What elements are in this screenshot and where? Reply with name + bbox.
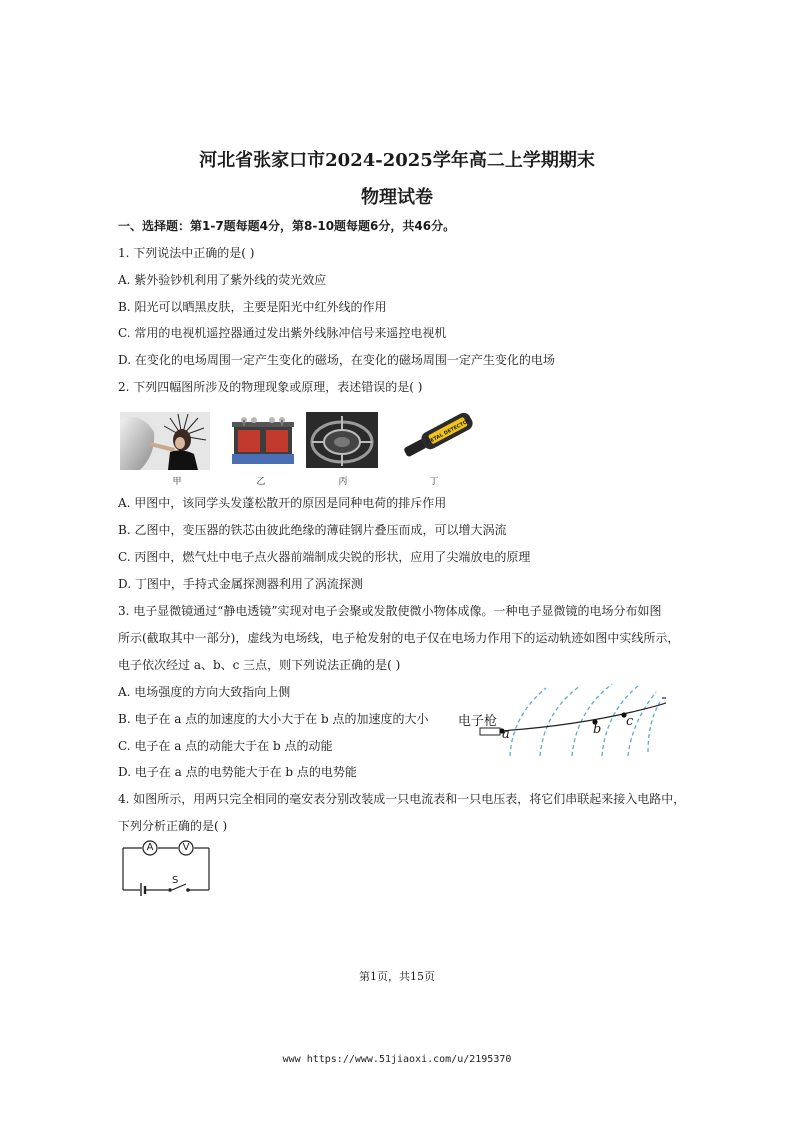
photo-bing-gas-stove xyxy=(306,412,378,468)
watermark-url: www https://www.51jiaoxi.com/u/2195370 xyxy=(282,1054,512,1065)
q3-option-b: B. 电子在 a 点的加速度的大小大于在 b 点的加速度的大小 xyxy=(118,712,429,726)
q3-stem-line3: 电子依次经过 a、b、c 三点，则下列说法正确的是( ) xyxy=(118,658,401,672)
photo-ding-metal-detector xyxy=(394,406,478,468)
q1-option-c: C. 常用的电视机遥控器通过发出紫外线脉冲信号来遥控电视机 xyxy=(118,326,447,340)
q2-option-c: C. 丙图中，燃气灶中电子点火器前端制成尖锐的形状，应用了尖端放电的原理 xyxy=(118,550,531,564)
q2-option-a: A. 甲图中，该同学头发蓬松散开的原因是同种电荷的排斥作用 xyxy=(118,496,447,510)
caption-yi: 乙 xyxy=(256,477,266,487)
q3-option-a: A. 电场强度的方向大致指向上侧 xyxy=(118,685,291,699)
page-footer: 第1页，共15页 xyxy=(359,970,435,983)
q3-stem-line1: 3. 电子显微镜通过“静电透镜”实现对电子会聚或发散使微小物体成像。一种电子显微镜的电场分布如图 xyxy=(118,604,662,618)
q2-option-b: B. 乙图中，变压器的铁芯由彼此绝缘的薄硅钢片叠压而成，可以增大涡流 xyxy=(118,523,507,537)
caption-bing: 丙 xyxy=(338,477,348,487)
q1-option-b: B. 阳光可以晒黑皮肤，主要是阳光中红外线的作用 xyxy=(118,300,387,314)
section-heading: 一、选择题：第1-7题每题4分，第8-10题每题6分，共46分。 xyxy=(118,219,456,233)
q1-stem: 1. 下列说法中正确的是( ) xyxy=(118,246,255,260)
gun-label: 电子枪 xyxy=(458,714,498,729)
q2-stem: 2. 下列四幅图所涉及的物理现象或原理，表述错误的是( ) xyxy=(118,380,423,394)
document-title: 河北省张家口市2024-2025学年高二上学期期末 xyxy=(199,150,595,171)
q3-option-c: C. 电子在 a 点的动能大于在 b 点的动能 xyxy=(118,739,333,753)
q4-circuit-diagram xyxy=(118,840,214,896)
q1-option-a: A. 紫外验钞机利用了紫外线的荧光效应 xyxy=(118,273,327,287)
q2-option-d: D. 丁图中，手持式金属探测器利用了涡流探测 xyxy=(118,577,363,591)
caption-jia: 甲 xyxy=(172,477,182,487)
caption-ding: 丁 xyxy=(429,477,439,487)
q3-option-d: D. 电子在 a 点的电势能大于在 b 点的电势能 xyxy=(118,765,357,779)
q3-stem-line2: 所示(截取其中一部分)，虚线为电场线，电子枪发射的电子仅在电场力作用下的运动轨迹如图中实线所示， xyxy=(118,631,680,645)
q1-option-d: D. 在变化的电场周围一定产生变化的磁场，在变化的磁场周围一定产生变化的电场 xyxy=(118,353,555,367)
voltmeter-label: V xyxy=(182,842,190,853)
q4-stem-line1: 4. 如图所示，用两只完全相同的毫安表分别改装成一只电流表和一只电压表，将它们串联起来接入电路中， xyxy=(118,792,686,806)
photo-yi-transformer xyxy=(230,412,296,468)
point-c-label: c xyxy=(626,714,634,729)
point-a-label: a xyxy=(502,727,510,742)
ammeter-label: A xyxy=(146,842,154,853)
point-b-label: b xyxy=(593,722,602,737)
switch-label: S xyxy=(172,875,179,886)
q4-stem-line2: 下列分析正确的是( ) xyxy=(118,819,228,833)
detector-label: METAL DETECTOR xyxy=(425,417,472,447)
document-subtitle: 物理试卷 xyxy=(361,187,433,208)
photo-jia-static-hair xyxy=(120,412,210,470)
